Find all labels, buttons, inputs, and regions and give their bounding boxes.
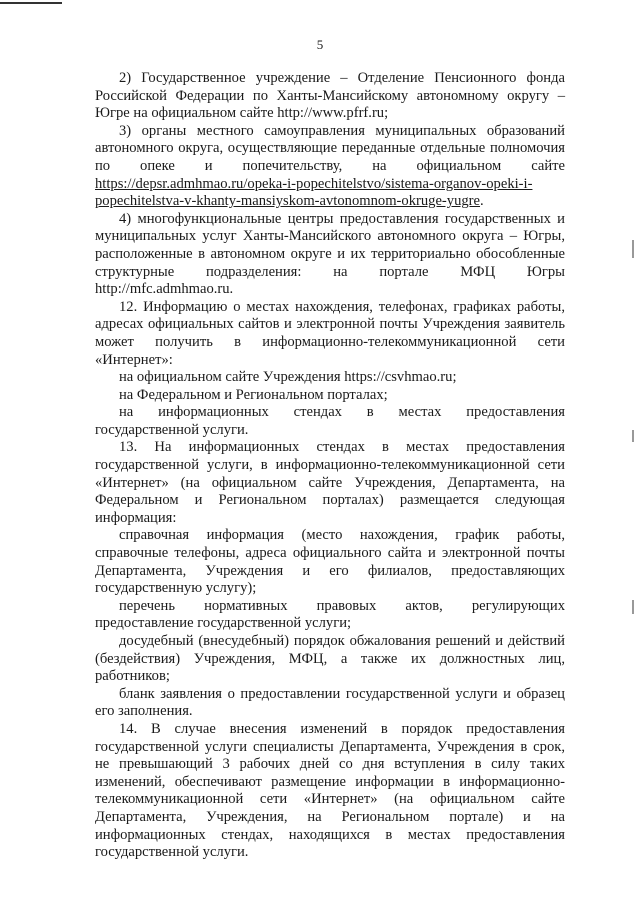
top-rule <box>0 2 62 4</box>
scan-mark <box>632 240 634 258</box>
document-body <box>95 70 565 862</box>
list-item-stands: на информационных стендах в местах предоставления государственной услуги. <box>95 404 565 438</box>
list-item-official-site: на официальном сайте Учреждения https://csvhmao.ru; <box>119 369 457 386</box>
list-item-portals: на Федеральном и Региональном порталах; <box>119 386 388 403</box>
list-item-application-form: бланк заявления о предоставлении государственной услуги и образец его заполнения. <box>95 685 565 720</box>
paragraph-guardianship <box>95 123 565 211</box>
paragraph-13: 13. На информационных стендах в местах предоставления государственной услуги, в информационно-телекоммуникационной сети «Интернет» (на официальном сайте Учреждения, Департамента, на Федеральном и Региональном порталах) размещается следующая информация: <box>95 439 565 526</box>
list-item-legal-acts: перечень нормативных правовых актов, регулирующих предоставление государственной услуги; <box>95 597 565 632</box>
scan-mark <box>632 600 634 614</box>
list-item-appeal-procedure: досудебный (внесудебный) порядок обжалования решений и действий (бездействия) Учреждения, МФЦ, а также их должностных лиц, работников; <box>95 633 565 685</box>
paragraph-guardianship-end: . <box>480 193 484 210</box>
guardianship-link[interactable]: https://depsr.admhmao.ru/opeka-i-popechitelstvo/sistema-organov-opeki-i-popechitelstva-v-khanty-mansiyskom-avtonomnom-okruge-yugre <box>95 175 533 210</box>
list-item-reference-info: справочная информация (место нахождения, график работы, справочные телефоны, адреса официального сайта и электронной почты Департамента, Учреждения и его филиалов, предоставляющих государственную услугу); <box>95 527 565 597</box>
paragraph-12: 12. Информацию о местах нахождения, телефонах, графиках работы, адресах официальных сайтов и электронной почты Учреждения заявитель может получить в информационно-телекоммуникационной сети «Интернет»: <box>95 298 565 368</box>
paragraph-mfc: 4) многофункциональные центры предоставления государственных и муниципальных услуг Ханты-Мансийского автономного округа – Югры, расположенные в автономном округе и их территориально обособленные структурные подразделения: на портале МФЦ Югры http://mfc.admhmao.ru. <box>95 210 565 298</box>
page-number: 5 <box>316 37 324 52</box>
paragraph-guardianship-text: 3) органы местного самоуправления муниципальных образований автономного округа, осуществляющие переданные отдельные полномочия по опеке и попечительству, на официальном сайте <box>95 122 565 174</box>
scan-mark <box>632 430 634 442</box>
paragraph-14: 14. В случае внесения изменений в порядок предоставления государственной услуги специалисты Департамента, Учреждения в срок, не превышающий 3 рабочих дней со дня вступления в силу таких изменений, обеспечивают размещение информации в информационно-телекоммуникационной сети «Интернет» (на официальном сайте Департамента, Учреждения, на Региональном портале) и на информационных стендах, находящихся в местах предоставления государственной услуги. <box>95 720 565 861</box>
paragraph-pfr: 2) Государственное учреждение – Отделение Пенсионного фонда Российской Федерации по Ханты-Мансийскому автономному округу – Югре на официальном сайте http://www.pfrf.ru; <box>95 70 565 122</box>
